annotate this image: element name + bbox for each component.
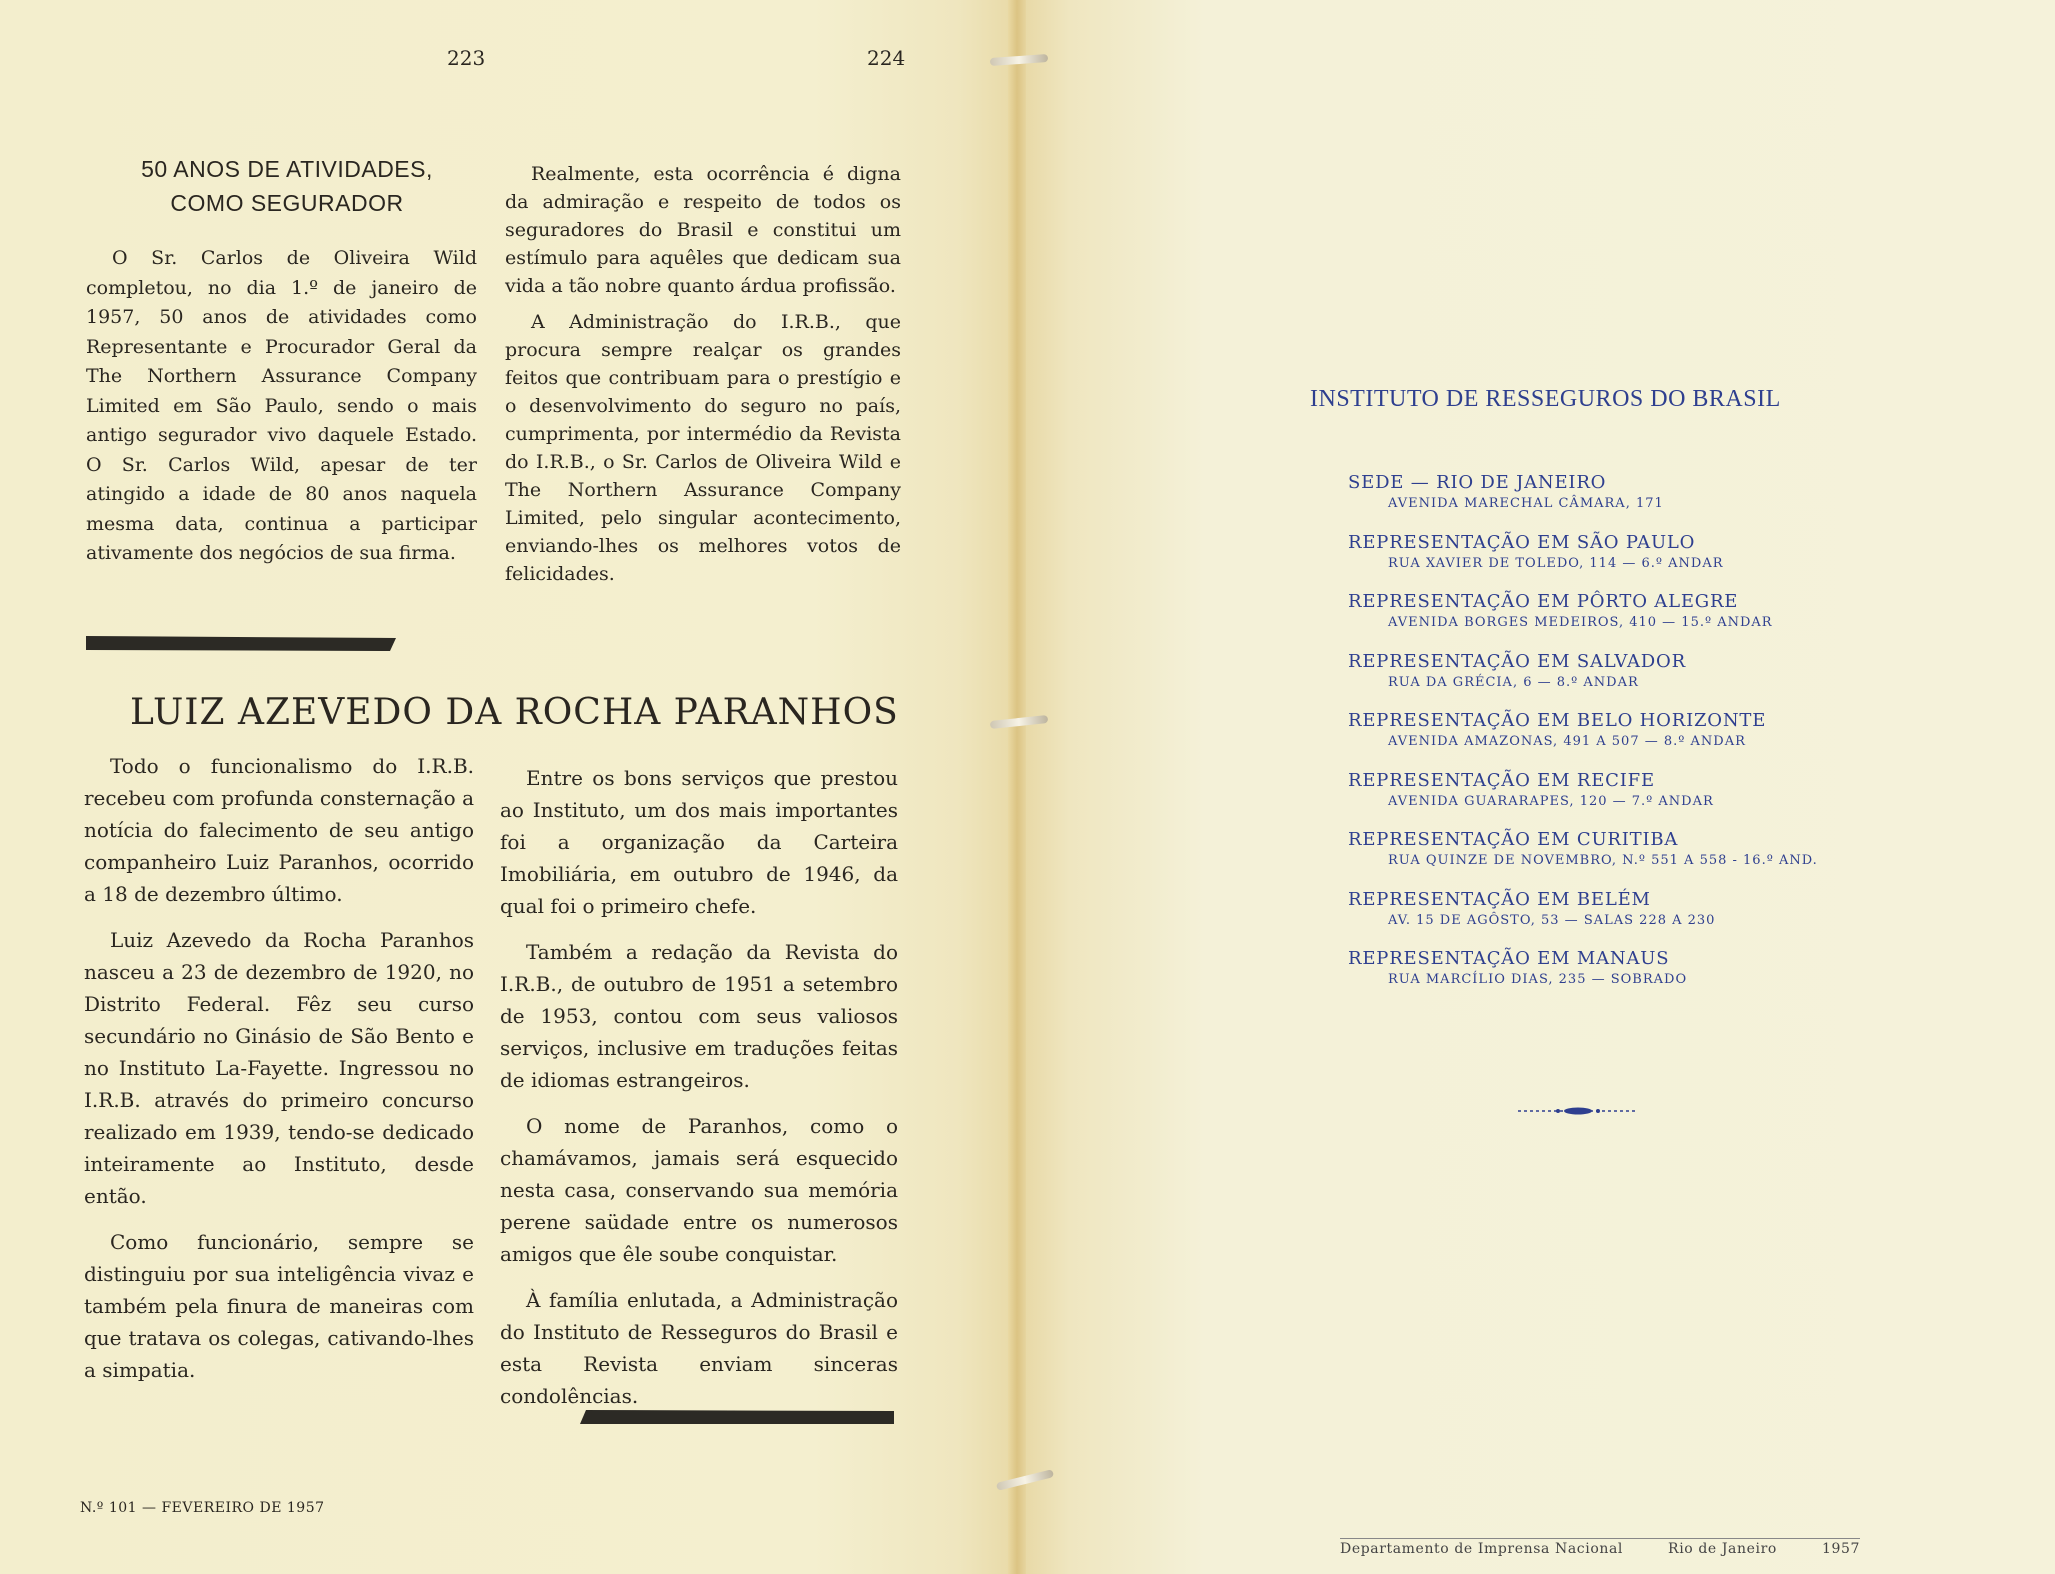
printer-footer [1340, 1538, 1860, 1557]
print-city: Rio de Janeiro [1668, 1541, 1777, 1557]
section1-column-1 [86, 244, 477, 577]
office-item [1348, 472, 1908, 532]
office-name: REPRESENTAÇÃO EM RECIFE [1348, 769, 1655, 791]
office-item [1348, 948, 1908, 1008]
office-address: RUA QUINZE DE NOVEMBRO, N.º 551 A 558 - 16.º AND. [1388, 853, 1818, 868]
office-name: REPRESENTAÇÃO EM SÃO PAULO [1348, 531, 1696, 553]
office-address: AVENIDA GUARARAPES, 120 — 7.º ANDAR [1388, 793, 1714, 809]
section1-title-line2: COMO SEGURADOR [170, 190, 404, 216]
paragraph: Entre os bons serviços que prestou ao Instituto, um dos mais importantes foi a organização da Carteira Imobiliária, em outubro de 1946, da qual foi o primeiro chefe. [500, 766, 898, 918]
paragraph: O nome de Paranhos, como o chamávamos, jamais será esquecido nesta casa, conservando sua memória perene saüdade entre os numerosos amigos que êle soube conquistar. [500, 1114, 898, 1266]
office-name: REPRESENTAÇÃO EM BELO HORIZONTE [1348, 710, 1767, 731]
office-name: REPRESENTAÇÃO EM CURITIBA [1348, 829, 1679, 850]
office-item [1348, 829, 1908, 889]
office-address: AVENIDA MARECHAL CÂMARA, 171 [1388, 496, 1664, 511]
office-item [1348, 770, 1908, 830]
office-item [1348, 651, 1908, 711]
paragraph: Luiz Azevedo da Rocha Paranhos nasceu a 23 de dezembro de 1920, no Distrito Federal. Fêz seu curso secundário no Ginásio de São Bento e no Instituto La-Fayette. Ingressou no I.R.B. através do primeiro concurso realizado em 1939, tendo-se dedicado inteiramente ao Instituto, desde então. [84, 928, 474, 1208]
office-item [1348, 532, 1908, 592]
paragraph: Como funcionário, sempre se distinguiu por sua inteligência vivaz e também pela finura de maneiras com que tratava os colegas, cativando-lhes a simpatia. [84, 1230, 474, 1382]
office-address: AVENIDA AMAZONAS, 491 A 507 — 8.º ANDAR [1388, 734, 1746, 749]
section2-column-1 [84, 750, 474, 1400]
office-name: SEDE — RIO DE JANEIRO [1348, 472, 1607, 493]
divider-bar [86, 636, 396, 652]
office-address: AV. 15 DE AGÔSTO, 53 — SALAS 228 A 230 [1388, 912, 1716, 928]
office-address: RUA XAVIER DE TOLEDO, 114 — 6.º ANDAR [1388, 555, 1724, 571]
paragraph: Realmente, esta ocorrência é digna da admiração e respeito de todos os seguradores do Brasil e constitui um estímulo para aquêles que dedicam sua vida a tão nobre quanto árdua profissão. [505, 163, 901, 297]
obituary-heading: LUIZ AZEVEDO DA ROCHA PARANHOS [130, 692, 899, 733]
office-item [1348, 710, 1908, 770]
section2-column-2 [500, 762, 898, 1426]
office-name: REPRESENTAÇÃO EM PÔRTO ALEGRE [1348, 591, 1739, 612]
binding-gutter [1008, 0, 1026, 1574]
office-list [1348, 472, 1908, 1008]
paragraph: Todo o funcionalismo do I.R.B. recebeu com profunda consternação a notícia do falecimento de seu antigo companheiro Luiz Paranhos, ocorrido a 18 de dezembro último. [84, 754, 474, 906]
section1-column-2 [505, 160, 901, 596]
section1-title-line1: 50 ANOS DE ATIVIDADES, [141, 156, 433, 182]
paragraph: À família enlutada, a Administração do Instituto de Resseguros do Brasil e esta Revista enviam sinceras condolências. [500, 1288, 898, 1408]
section1-title [92, 152, 482, 220]
office-item [1348, 591, 1908, 651]
office-name: REPRESENTAÇÃO EM MANAUS [1348, 948, 1670, 969]
printer-name: Departamento de Imprensa Nacional [1340, 1541, 1623, 1557]
institute-title: INSTITUTO DE RESSEGUROS DO BRASIL [1310, 386, 1781, 412]
office-address: RUA DA GRÉCIA, 6 — 8.º ANDAR [1388, 674, 1639, 690]
office-name: REPRESENTAÇÃO EM BELÉM [1348, 888, 1651, 910]
ornament-icon [1518, 1106, 1638, 1116]
page-number-224: 224 [867, 46, 906, 70]
print-year: 1957 [1821, 1541, 1860, 1557]
office-address: RUA MARCÍLIO DIAS, 235 — SOBRADO [1388, 972, 1688, 987]
paragraph: A Administração do I.R.B., que procura sempre realçar os grandes feitos que contribuam para o prestígio e o desenvolvimento do seguro no país, cumprimenta, por intermédio da Revista do I.R.B., o Sr. Carlos de Oliveira Wild e The Northern Assurance Company Limited, pelo singular acontecimento, enviando-lhes os melhores votos de felicidades. [505, 311, 901, 585]
paragraph: O Sr. Carlos de Oliveira Wild completou, no dia 1.º de janeiro de 1957, 50 anos de atividades como Representante e Procurador Geral da The Northern Assurance Company Limited em São Paulo, sendo o mais antigo segurador vivo daquele Estado. O Sr. Carlos Wild, apesar de ter atingido a idade de 80 anos naquela mesma data, continua a participar ativamente dos negócios de sua firma. [86, 247, 477, 564]
office-name: REPRESENTAÇÃO EM SALVADOR [1348, 650, 1686, 672]
office-item [1348, 889, 1908, 949]
divider-bar [580, 1410, 894, 1426]
issue-footer: N.º 101 — FEVEREIRO DE 1957 [80, 1500, 325, 1516]
page-number-223: 223 [447, 46, 486, 70]
office-address: AVENIDA BORGES MEDEIROS, 410 — 15.º ANDAR [1388, 615, 1773, 630]
paragraph: Também a redação da Revista do I.R.B., de outubro de 1951 a setembro de 1953, contou com seus valiosos serviços, inclusive em traduções feitas de idiomas estrangeiros. [500, 940, 898, 1092]
